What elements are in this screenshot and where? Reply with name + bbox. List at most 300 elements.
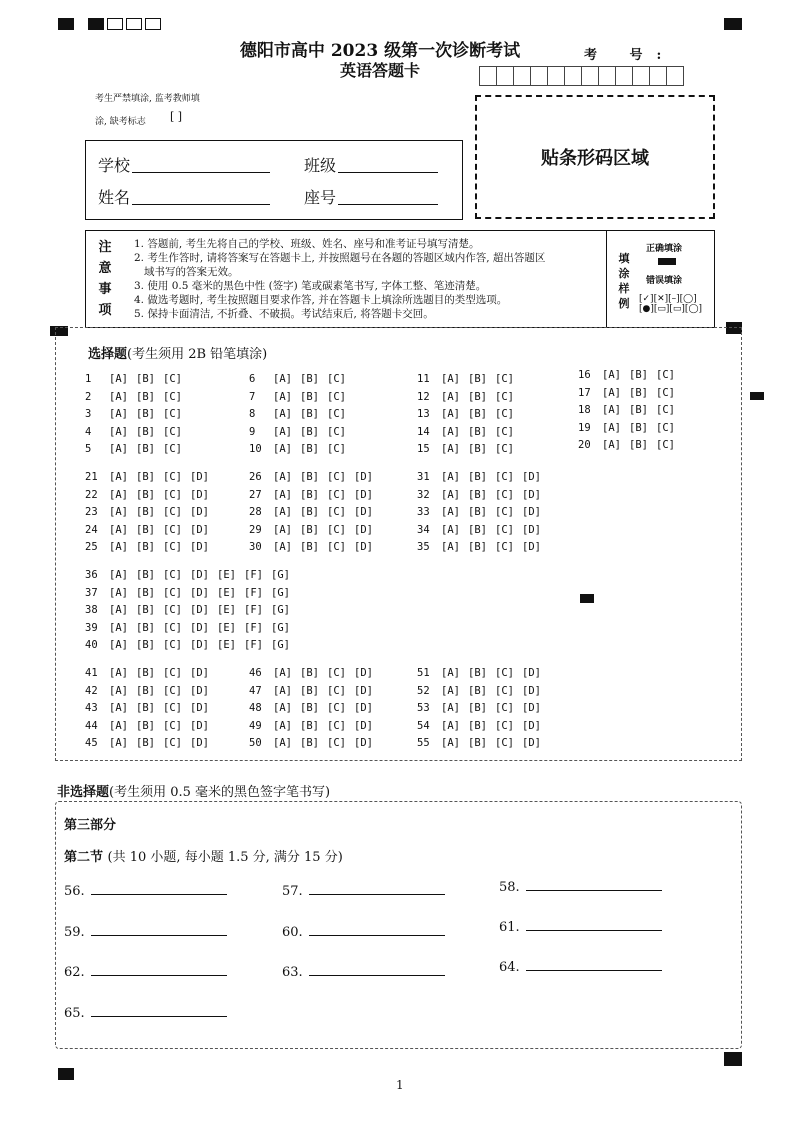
question-row — [85, 604, 298, 616]
registration-mark — [58, 1068, 74, 1080]
answer-bubble[interactable]: [D] — [522, 667, 541, 679]
answer-bubble[interactable]: [A] — [273, 719, 292, 732]
answer-bubble[interactable]: [D] — [354, 737, 373, 750]
exam-number-cell[interactable] — [548, 66, 565, 86]
answer-bubble[interactable]: [D] — [190, 471, 209, 483]
answer-blank — [282, 884, 445, 899]
answer-bubble[interactable]: [C] — [656, 369, 675, 381]
answer-bubble[interactable]: [C] — [495, 667, 514, 679]
answer-bubble[interactable]: [B] — [629, 386, 648, 399]
answer-bubble[interactable]: [B] — [300, 506, 319, 519]
answer-bubble[interactable]: [D] — [190, 523, 209, 536]
answer-bubble[interactable]: [B] — [468, 506, 487, 519]
answer-bubble[interactable]: [D] — [354, 702, 373, 715]
answer-bubble[interactable]: [A] — [273, 488, 292, 501]
answer-bubble[interactable]: [B] — [300, 541, 319, 554]
answer-bubble[interactable]: [B] — [468, 667, 487, 679]
answer-bubble[interactable]: [B] — [300, 719, 319, 732]
answer-bubble[interactable]: [E] — [217, 586, 236, 599]
answer-bubble[interactable]: [B] — [468, 408, 487, 421]
question-number: 28 — [249, 506, 262, 519]
answer-bubble[interactable]: [B] — [300, 684, 319, 697]
answer-bubble[interactable]: [C] — [495, 425, 514, 438]
answer-bubble[interactable]: [A] — [109, 425, 128, 438]
answer-bubble[interactable]: [D] — [354, 684, 373, 697]
answer-bubble[interactable]: [B] — [468, 737, 487, 750]
answer-bubble[interactable]: [C] — [163, 408, 182, 421]
answer-bubble[interactable]: [A] — [109, 667, 128, 679]
exam-number-cell[interactable] — [650, 66, 667, 86]
answer-bubble[interactable]: [A] — [441, 719, 460, 732]
answer-bubble[interactable]: [C] — [327, 667, 346, 679]
answer-bubble[interactable]: [C] — [656, 404, 675, 417]
answer-bubble[interactable]: [D] — [190, 639, 209, 652]
answer-bubble[interactable]: [A] — [109, 541, 128, 554]
answer-bubble[interactable]: [D] — [354, 506, 373, 519]
answer-bubble[interactable]: [C] — [163, 425, 182, 438]
question-number: 55 — [417, 737, 430, 750]
answer-bubble[interactable]: [C] — [495, 373, 514, 385]
answer-bubble[interactable]: [C] — [327, 684, 346, 697]
answer-bubble[interactable]: [A] — [602, 369, 621, 381]
answer-bubble[interactable]: [D] — [522, 523, 541, 536]
answer-bubble[interactable]: [D] — [522, 702, 541, 715]
question-number: 17 — [578, 386, 591, 399]
answer-bubble[interactable]: [A] — [441, 702, 460, 715]
answer-bubble[interactable]: [D] — [190, 621, 209, 634]
answer-bubble[interactable]: [C] — [656, 439, 675, 452]
exam-number-cell[interactable] — [479, 66, 497, 86]
blank-line[interactable] — [309, 935, 445, 936]
answer-bubble[interactable]: [C] — [163, 667, 182, 679]
question-row — [417, 524, 549, 536]
answer-bubble[interactable]: [C] — [163, 737, 182, 750]
answer-bubble[interactable]: [B] — [468, 390, 487, 403]
answer-bubble[interactable]: [A] — [441, 506, 460, 519]
answer-bubble[interactable]: [C] — [495, 684, 514, 697]
question-number: 4 — [85, 425, 92, 438]
answer-bubble[interactable]: [F] — [244, 569, 263, 581]
question-number: 31 — [417, 471, 430, 483]
wrong-fill-label: 错误填涂 — [646, 276, 683, 286]
answer-bubble[interactable]: [D] — [354, 471, 373, 483]
answer-bubble[interactable]: [B] — [136, 684, 155, 697]
answer-bubble[interactable]: [A] — [441, 684, 460, 697]
answer-bubble[interactable]: [B] — [468, 523, 487, 536]
answer-bubble[interactable]: [B] — [136, 702, 155, 715]
answer-bubble[interactable]: [C] — [163, 684, 182, 697]
answer-bubble[interactable]: [C] — [163, 604, 182, 617]
note-item: 3. 使用 0.5 毫米的黑色中性 (签字) 笔或碳素笔书写, 字体工整、笔迹清楚。 — [134, 280, 487, 292]
answer-bubble[interactable]: [A] — [109, 604, 128, 617]
answer-bubble[interactable]: [A] — [273, 443, 292, 456]
answer-bubble[interactable]: [D] — [190, 737, 209, 750]
answer-bubble[interactable]: [C] — [327, 488, 346, 501]
answer-bubble[interactable]: [C] — [327, 408, 346, 421]
answer-bubble[interactable]: [B] — [300, 425, 319, 438]
answer-bubble[interactable]: [B] — [300, 488, 319, 501]
answer-bubble[interactable]: [A] — [109, 523, 128, 536]
answer-bubble[interactable]: [C] — [327, 373, 346, 385]
answer-bubble[interactable]: [B] — [136, 569, 155, 581]
answer-bubble[interactable]: [A] — [441, 408, 460, 421]
answer-bubble[interactable]: [A] — [273, 684, 292, 697]
question-number: 45 — [85, 737, 98, 750]
answer-bubble[interactable]: [A] — [441, 523, 460, 536]
answer-bubble[interactable]: [A] — [109, 506, 128, 519]
blank-line[interactable] — [526, 890, 662, 891]
answer-bubble[interactable]: [C] — [495, 390, 514, 403]
answer-bubble[interactable]: [B] — [468, 471, 487, 483]
question-number: 22 — [85, 488, 98, 501]
answer-bubble[interactable]: [A] — [109, 408, 128, 421]
answer-bubble[interactable]: [D] — [522, 737, 541, 750]
answer-bubble[interactable]: [B] — [136, 639, 155, 652]
school-field[interactable] — [132, 172, 270, 173]
answer-blank — [499, 920, 662, 935]
answer-bubble[interactable]: [A] — [273, 373, 292, 385]
answer-bubble[interactable]: [C] — [656, 421, 675, 434]
answer-bubble[interactable]: [C] — [327, 737, 346, 750]
blank-line[interactable] — [91, 894, 227, 895]
answer-bubble[interactable]: [D] — [522, 719, 541, 732]
question-number: 2 — [85, 390, 92, 403]
name-field[interactable] — [132, 204, 270, 205]
blank-line[interactable] — [91, 975, 227, 976]
answer-bubble[interactable]: [B] — [136, 425, 155, 438]
answer-bubble[interactable]: [B] — [136, 621, 155, 634]
seat-label: 座号 — [304, 188, 337, 207]
answer-bubble[interactable]: [D] — [190, 586, 209, 599]
exam-number-cell[interactable] — [633, 66, 650, 86]
answer-bubble[interactable]: [B] — [300, 702, 319, 715]
answer-bubble[interactable]: [C] — [327, 390, 346, 403]
answer-bubble[interactable]: [A] — [273, 425, 292, 438]
answer-bubble[interactable]: [D] — [190, 702, 209, 715]
answer-bubble[interactable]: [B] — [136, 586, 155, 599]
answer-bubble[interactable]: [C] — [163, 373, 182, 385]
answer-bubble[interactable]: [B] — [468, 443, 487, 456]
answer-bubble[interactable]: [B] — [468, 719, 487, 732]
answer-bubble[interactable]: [B] — [468, 488, 487, 501]
blank-number: 59. — [64, 925, 85, 940]
question-number: 1 — [85, 373, 92, 385]
exam-number-cell[interactable] — [565, 66, 582, 86]
question-number: 39 — [85, 621, 98, 634]
answer-bubble[interactable]: [C] — [495, 488, 514, 501]
answer-bubble[interactable]: [A] — [109, 488, 128, 501]
answer-bubble[interactable]: [B] — [136, 737, 155, 750]
answer-bubble[interactable]: [C] — [495, 702, 514, 715]
answer-bubble[interactable]: [A] — [109, 621, 128, 634]
answer-bubble[interactable]: [C] — [327, 541, 346, 554]
question-number: 34 — [417, 523, 430, 536]
answer-bubble[interactable]: [C] — [163, 443, 182, 456]
answer-bubble[interactable]: [C] — [163, 586, 182, 599]
question-row — [85, 408, 190, 420]
answer-bubble[interactable]: [A] — [441, 541, 460, 554]
question-number: 33 — [417, 506, 430, 519]
question-number: 11 — [417, 373, 430, 385]
answer-bubble[interactable]: [A] — [109, 586, 128, 599]
question-number: 3 — [85, 408, 92, 421]
blank-line[interactable] — [309, 894, 445, 895]
exam-number-grid[interactable] — [479, 66, 684, 86]
answer-bubble[interactable]: [C] — [163, 569, 182, 581]
answer-bubble[interactable]: [B] — [468, 541, 487, 554]
class-field[interactable] — [338, 172, 438, 173]
answer-bubble[interactable]: [B] — [136, 523, 155, 536]
question-number: 8 — [249, 408, 256, 421]
question-row — [249, 685, 381, 697]
answer-bubble[interactable]: [A] — [109, 390, 128, 403]
answer-bubble[interactable]: [G] — [271, 604, 290, 617]
question-row — [417, 506, 549, 518]
answer-bubble[interactable]: [C] — [495, 719, 514, 732]
answer-bubble[interactable]: [C] — [163, 488, 182, 501]
absence-mark-box[interactable]: [ ] — [170, 110, 183, 123]
answer-bubble[interactable]: [A] — [273, 541, 292, 554]
answer-bubble[interactable]: [A] — [602, 421, 621, 434]
blank-line[interactable] — [526, 970, 662, 971]
answer-bubble[interactable]: [A] — [602, 386, 621, 399]
answer-bubble[interactable]: [D] — [190, 569, 209, 581]
answer-bubble[interactable]: [G] — [271, 569, 290, 581]
question-row — [85, 373, 190, 385]
question-row — [85, 489, 217, 501]
question-row — [249, 408, 354, 420]
answer-bubble[interactable]: [B] — [136, 488, 155, 501]
answer-bubble[interactable]: [B] — [468, 684, 487, 697]
barcode-area — [475, 95, 715, 219]
question-row — [417, 489, 549, 501]
answer-bubble[interactable]: [A] — [273, 523, 292, 536]
answer-bubble[interactable]: [C] — [327, 702, 346, 715]
answer-bubble[interactable]: [B] — [629, 439, 648, 452]
answer-bubble[interactable]: [D] — [190, 667, 209, 679]
answer-bubble[interactable]: [E] — [217, 604, 236, 617]
answer-bubble[interactable]: [A] — [109, 684, 128, 697]
blank-line[interactable] — [91, 1016, 227, 1017]
answer-bubble[interactable]: [C] — [163, 390, 182, 403]
exam-number-cell[interactable] — [497, 66, 514, 86]
answer-bubble[interactable]: [E] — [217, 621, 236, 634]
answer-bubble[interactable]: [B] — [136, 541, 155, 554]
question-row — [417, 720, 549, 732]
question-row — [85, 541, 217, 553]
question-number: 53 — [417, 702, 430, 715]
answer-bubble[interactable]: [D] — [354, 523, 373, 536]
answer-bubble[interactable]: [C] — [163, 702, 182, 715]
answer-bubble[interactable]: [A] — [441, 443, 460, 456]
question-row — [249, 391, 354, 403]
answer-bubble[interactable]: [A] — [273, 506, 292, 519]
answer-bubble[interactable]: [C] — [495, 408, 514, 421]
question-row — [249, 667, 381, 679]
answer-bubble[interactable]: [D] — [190, 506, 209, 519]
answer-bubble[interactable]: [C] — [163, 471, 182, 483]
correct-fill-sample — [658, 258, 676, 265]
answer-bubble[interactable]: [C] — [327, 425, 346, 438]
answer-bubble[interactable]: [D] — [190, 541, 209, 554]
answer-bubble[interactable]: [B] — [300, 471, 319, 483]
question-number: 44 — [85, 719, 98, 732]
answer-bubble[interactable]: [C] — [327, 443, 346, 456]
answer-bubble[interactable]: [G] — [271, 621, 290, 634]
answer-bubble[interactable]: [B] — [468, 702, 487, 715]
answer-bubble[interactable]: [C] — [163, 523, 182, 536]
answer-bubble[interactable]: [D] — [522, 684, 541, 697]
answer-bubble[interactable]: [A] — [273, 408, 292, 421]
exam-number-cell[interactable] — [582, 66, 599, 86]
blank-number: 56. — [64, 884, 85, 899]
question-row — [85, 506, 217, 518]
answer-bubble[interactable]: [A] — [109, 569, 128, 581]
answer-bubble[interactable]: [C] — [327, 471, 346, 483]
answer-bubble[interactable]: [A] — [109, 702, 128, 715]
question-number: 43 — [85, 702, 98, 715]
answer-bubble[interactable]: [D] — [190, 684, 209, 697]
answer-bubble[interactable]: [B] — [136, 443, 155, 456]
answer-bubble[interactable]: [B] — [300, 408, 319, 421]
question-row — [578, 404, 683, 416]
answer-bubble[interactable]: [C] — [163, 621, 182, 634]
answer-bubble[interactable]: [G] — [271, 639, 290, 652]
answer-bubble[interactable]: [D] — [190, 488, 209, 501]
answer-bubble[interactable]: [B] — [300, 523, 319, 536]
answer-bubble[interactable]: [E] — [217, 569, 236, 581]
answer-bubble[interactable]: [C] — [163, 639, 182, 652]
question-number: 32 — [417, 488, 430, 501]
answer-bubble[interactable]: [B] — [136, 373, 155, 385]
answer-bubble[interactable]: [B] — [300, 667, 319, 679]
question-row — [417, 471, 549, 483]
answer-bubble[interactable]: [B] — [136, 719, 155, 732]
answer-bubble[interactable]: [C] — [327, 719, 346, 732]
answer-bubble[interactable]: [A] — [109, 737, 128, 750]
blank-line[interactable] — [91, 935, 227, 936]
answer-bubble[interactable]: [B] — [468, 373, 487, 385]
blank-line[interactable] — [309, 975, 445, 976]
answer-bubble[interactable]: [B] — [300, 390, 319, 403]
answer-bubble[interactable]: [F] — [244, 604, 263, 617]
answer-bubble[interactable]: [B] — [136, 471, 155, 483]
answer-bubble[interactable]: [A] — [602, 439, 621, 452]
answer-bubble[interactable]: [B] — [136, 506, 155, 519]
question-row — [85, 702, 217, 714]
answer-bubble[interactable]: [A] — [109, 639, 128, 652]
question-number: 52 — [417, 684, 430, 697]
answer-bubble[interactable]: [F] — [244, 586, 263, 599]
answer-bubble[interactable]: [B] — [136, 390, 155, 403]
answer-bubble[interactable]: [A] — [109, 443, 128, 456]
answer-bubble[interactable]: [D] — [522, 506, 541, 519]
answer-bubble[interactable]: [C] — [656, 386, 675, 399]
answer-bubble[interactable]: [A] — [109, 373, 128, 385]
answer-bubble[interactable]: [D] — [354, 667, 373, 679]
answer-bubble[interactable]: [A] — [602, 404, 621, 417]
correct-fill-label: 正确填涂 — [646, 244, 683, 254]
answer-bubble[interactable]: [B] — [468, 425, 487, 438]
answer-bubble[interactable]: [B] — [629, 421, 648, 434]
answer-bubble[interactable]: [C] — [495, 541, 514, 554]
answer-bubble[interactable]: [B] — [136, 667, 155, 679]
question-row — [249, 426, 354, 438]
answer-bubble[interactable]: [B] — [300, 737, 319, 750]
exam-number-cell[interactable] — [599, 66, 616, 86]
answer-bubble[interactable]: [D] — [522, 488, 541, 501]
blank-number: 57. — [282, 884, 303, 899]
answer-bubble[interactable]: [A] — [273, 667, 292, 679]
question-row — [249, 489, 381, 501]
answer-bubble[interactable]: [B] — [300, 443, 319, 456]
answer-bubble[interactable]: [C] — [495, 471, 514, 483]
answer-bubble[interactable]: [C] — [495, 443, 514, 456]
answer-bubble[interactable]: [A] — [441, 667, 460, 679]
answer-bubble[interactable]: [F] — [244, 639, 263, 652]
answer-bubble[interactable]: [D] — [354, 541, 373, 554]
answer-bubble[interactable]: [B] — [300, 373, 319, 385]
answer-bubble[interactable]: [C] — [163, 506, 182, 519]
answer-bubble[interactable]: [D] — [190, 719, 209, 732]
answer-bubble[interactable]: [B] — [136, 408, 155, 421]
answer-bubble[interactable]: [A] — [273, 737, 292, 750]
answer-bubble[interactable]: [D] — [354, 488, 373, 501]
answer-bubble[interactable]: [A] — [441, 373, 460, 385]
answer-bubble[interactable]: [C] — [327, 506, 346, 519]
answer-bubble[interactable]: [D] — [354, 719, 373, 732]
answer-bubble[interactable]: [A] — [441, 737, 460, 750]
answer-bubble[interactable]: [A] — [109, 719, 128, 732]
answer-bubble[interactable]: [C] — [495, 737, 514, 750]
answer-bubble[interactable]: [A] — [441, 471, 460, 483]
answer-bubble[interactable]: [D] — [522, 541, 541, 554]
blank-line[interactable] — [526, 930, 662, 931]
answer-bubble[interactable]: [C] — [495, 523, 514, 536]
answer-bubble[interactable]: [D] — [522, 471, 541, 483]
answer-bubble[interactable]: [G] — [271, 586, 290, 599]
answer-bubble[interactable]: [E] — [217, 639, 236, 652]
question-number: 36 — [85, 569, 98, 581]
answer-bubble[interactable]: [A] — [441, 425, 460, 438]
answer-bubble[interactable]: [C] — [163, 719, 182, 732]
answer-bubble[interactable]: [C] — [495, 506, 514, 519]
question-number: 42 — [85, 684, 98, 697]
answer-bubble[interactable]: [B] — [136, 604, 155, 617]
answer-bubble[interactable]: [B] — [629, 369, 648, 381]
exam-number-cell[interactable] — [616, 66, 633, 86]
answer-bubble[interactable]: [A] — [273, 390, 292, 403]
answer-bubble[interactable]: [C] — [327, 523, 346, 536]
exam-number-cell[interactable] — [514, 66, 531, 86]
answer-bubble[interactable]: [A] — [273, 702, 292, 715]
barcode-label: 贴条形码区域 — [541, 148, 649, 169]
answer-bubble[interactable]: [D] — [190, 604, 209, 617]
answer-bubble[interactable]: [F] — [244, 621, 263, 634]
answer-bubble[interactable]: [A] — [273, 471, 292, 483]
question-number: 51 — [417, 667, 430, 679]
answer-bubble[interactable]: [A] — [109, 471, 128, 483]
answer-bubble[interactable]: [A] — [441, 390, 460, 403]
answer-bubble[interactable]: [B] — [629, 404, 648, 417]
answer-bubble[interactable]: [A] — [441, 488, 460, 501]
exam-number-cell[interactable] — [531, 66, 548, 86]
mc-section-title: 选择题(考生须用 2B 铅笔填涂) — [88, 347, 268, 362]
exam-number-cell[interactable] — [667, 66, 684, 86]
answer-bubble[interactable]: [C] — [163, 541, 182, 554]
question-number: 6 — [249, 373, 256, 385]
seat-field[interactable] — [338, 204, 438, 205]
